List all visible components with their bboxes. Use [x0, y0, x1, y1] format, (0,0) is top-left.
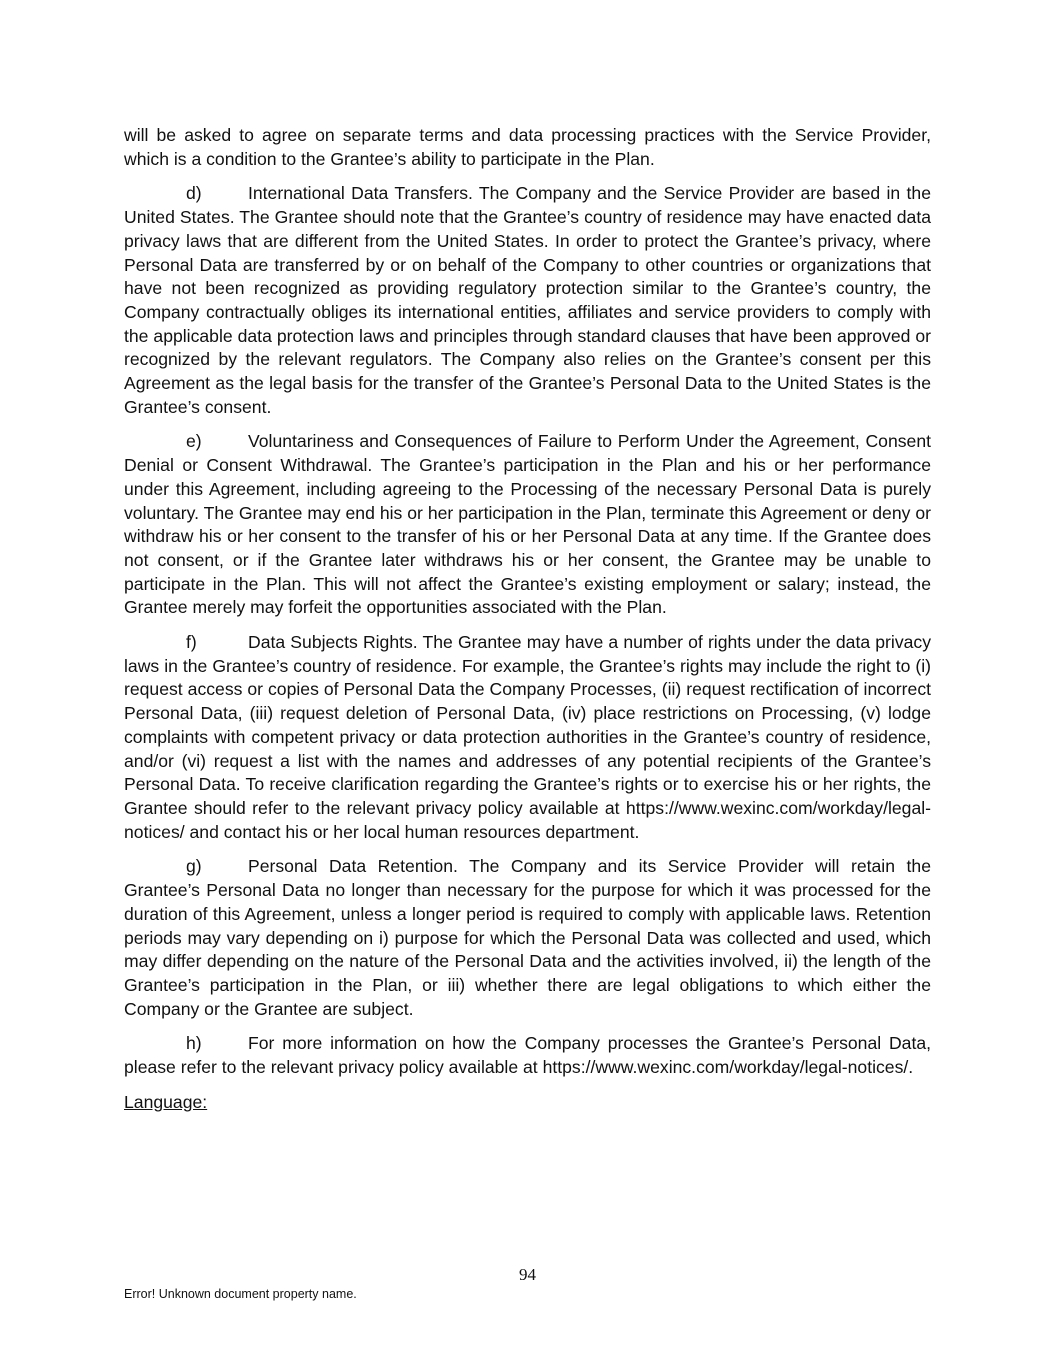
language-heading: Language: [124, 1091, 208, 1112]
section-f [124, 631, 931, 844]
document-body [124, 124, 931, 1114]
section-text: Data Subjects Rights. The Grantee may have a number of rights under the data privacy laws in the Grantee’s country of residence. For example, the Grantee’s rights may include the right to (i) request access or copies of Personal Data the Company Processes, (ii) request rectification of incorrect Personal Data, (iii) request deletion of Personal Data, (iv) place restrictions on Processing, (v) lodge complaints with competent privacy or data protection authorities in the Grantee’s country of residence, and/or (vi) request a list with the names and addresses of any potential recipients of the Grantee’s Personal Data. To receive clarification regarding the Grantee’s rights or to exercise his or her rights, the Grantee should refer to the relevant privacy policy available at https://www.wexinc.com/workday/legal-notices/ and contact his or her local human resources department. [124, 632, 931, 842]
section-g [124, 855, 931, 1021]
section-label: f) [186, 632, 197, 653]
section-label: g) [186, 856, 202, 877]
section-d [124, 182, 931, 419]
section-text: Voluntariness and Consequences of Failure to Perform Under the Agreement, Consent Denial or Consent Withdrawal. The Grantee’s participation in the Plan and his or her performance under this Agreement, including agreeing to the Processing of the necessary Personal Data is purely voluntary. The Grantee may end his or her participation in the Plan, terminate this Agreement or deny or withdraw his or her consent to the transfer of his or her Personal Data at any time. If the Grantee does not consent, or if the Grantee later withdraws his or her consent, the Grantee may be unable to participate in the Plan. This will not affect the Grantee’s existing employment or salary; instead, the Grantee merely may forfeit the opportunities associated with the Plan. [124, 431, 931, 618]
section-label: h) [186, 1033, 202, 1054]
section-text: For more information on how the Company processes the Grantee’s Personal Data, please refer to the relevant privacy policy available at https://www.wexinc.com/workday/legal-notices/. [124, 1033, 931, 1078]
section-h [124, 1032, 931, 1079]
footer-text: Error! Unknown document property name. [124, 1287, 357, 1301]
page-number: 94 [519, 1265, 536, 1284]
section-text: Personal Data Retention. The Company and its Service Provider will retain the Grantee’s Personal Data no longer than necessary for the purpose for which it was processed for the duration of this Agreement, unless a longer period is required to comply with applicable laws. Retention periods may vary depending on i) purpose for which the Personal Data was collected and used, which may differ depending on the nature of the Personal Data and the activities involved, ii) the length of the Grantee’s participation in the Plan, or iii) whether there are legal obligations to which either the Company or the Grantee are subject. [124, 856, 931, 1019]
section-label: d) [186, 183, 202, 204]
intro-paragraph: will be asked to agree on separate terms and data processing practices with the Service Provider, which is a condition to the Grantee’s ability to participate in the Plan. [124, 125, 931, 169]
section-label: e) [186, 431, 202, 452]
section-text: International Data Transfers. The Company and the Service Provider are based in the United States. The Grantee should note that the Grantee’s country of residence may have enacted data privacy laws that are different from the United States. In order to protect the Grantee’s privacy, where Personal Data are transferred by or on behalf of the Company to other countries or organizations that have not been recognized as providing regulatory protection similar to the Grantee’s country, the Company contractually obliges its international entities, affiliates and service providers to comply with the applicable data protection laws and principles through standard clauses that have been approved or recognized by the relevant regulators. The Company also relies on the Grantee’s consent per this Agreement as the legal basis for the transfer of the Grantee’s Personal Data to the United States is the Grantee’s consent. [124, 183, 931, 417]
section-e [124, 430, 931, 620]
